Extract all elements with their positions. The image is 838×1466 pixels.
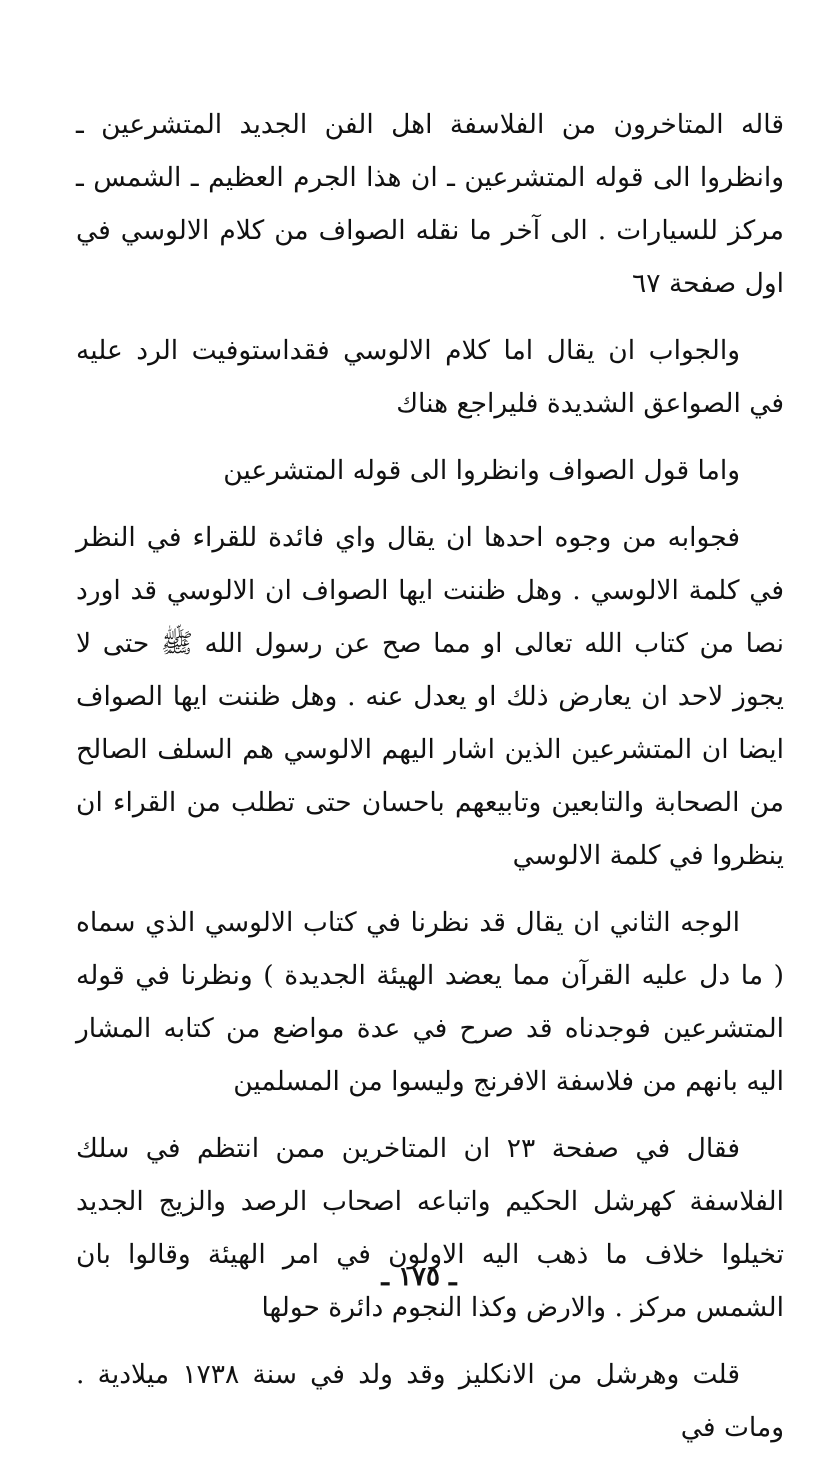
paragraph-5: الوجه الثاني ان يقال قد نظرنا في كتاب الالوسي الذي سماه ( ما دل عليه القرآن مما يعضد الهيئة الجديدة ) ونظرنا في قوله المتشرعين فوجدناه قد صرح في عدة مواضع من كتابه المشار اليه بانهم من فلاسفة الافرنج وليسوا من المسلمين [76,907,784,1097]
paragraph-3: واما قول الصواف وانظروا الى قوله المتشرعين [223,455,740,486]
paragraph-1: قاله المتاخرون من الفلاسفة اهل الفن الجديد المتشرعين ـ وانظروا الى قوله المتشرعين ـ ان هذا الجرم العظيم ـ الشمس ـ مركز للسيارات . الى آخر ما نقله الصواف من كلام الالوسي في اول صفحة ٦٧ [76,109,784,299]
paragraph-2: والجواب ان يقال اما كلام الالوسي فقداستوفيت الرد عليه في الصواعق الشديدة فليراجع هناك [76,335,784,419]
paragraph-6: فقال في صفحة ٢٣ ان المتاخرين ممن انتظم في سلك الفلاسفة كهرشل الحكيم واتباعه اصحاب الرصد والزيج الجديد تخيلوا خلاف ما ذهب اليه الاولون في امر الهيئة وقالوا بان الشمس مركز . والارض وكذا النجوم دائرة حولها [76,1133,784,1323]
paragraph-7: قلت وهرشل من الانكليز وقد ولد في سنة ١٧٣٨ ميلادية . ومات في [76,1359,784,1443]
page-number: ـ ١٧٥ ـ [381,1262,457,1292]
paragraph-4: فجوابه من وجوه احدها ان يقال واي فائدة للقراء في النظر في كلمة الالوسي . وهل ظننت ايها الصواف ان الالوسي قد اورد نصا من كتاب الله تعالى او مما صح عن رسول الله ﷺ حتى لا يجوز لاحد ان يعارض ذلك او يعدل عنه . وهل ظننت ايها الصواف ايضا ان المتشرعين الذين اشار اليهم الالوسي هم السلف الصالح من الصحابة والتابعين وتابيعهم باحسان حتى تطلب من القراء ان ينظروا في كلمة الالوسي [76,522,784,871]
body-text [76,98,784,1466]
